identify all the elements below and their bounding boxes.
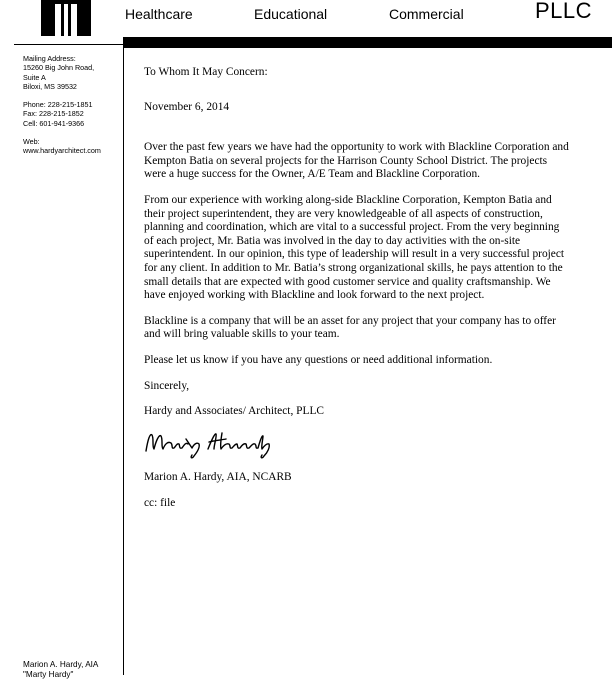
mailing-label: Mailing Address:: [23, 54, 76, 63]
sidebar-divider: [123, 37, 124, 675]
letter-date: November 6, 2014: [144, 100, 230, 113]
fax-number: Fax: 228-215-1852: [23, 109, 84, 119]
paragraph-3: Blackline is a company that will be an asset for any project that your company has to offer and will bring valuable skills to your team.: [144, 314, 556, 341]
header-thin-rule: [14, 44, 123, 45]
footer-cut-line: "Marty Hardy": [23, 670, 74, 679]
mailing-suite: Suite A: [23, 72, 46, 82]
company-name: Hardy and Associates/ Architect, PLLC: [144, 405, 324, 418]
cc-line: cc: file: [144, 497, 176, 510]
paragraph-1: Over the past few years we have had the opportunity to work with Blackline Corporation and Kempton Batia on several projects for the Harrison County School District. The projects were a huge success for the Owner, A/E Team and Blackline Corporation.: [144, 141, 569, 181]
handwritten-signature: [142, 425, 292, 461]
cell-number: Cell: 601-941-9366: [23, 118, 85, 128]
mailing-street: 15260 Big John Road,: [23, 63, 95, 73]
paragraph-4: Please let us know if you have any questions or need additional information.: [144, 353, 493, 366]
header-commercial: Commercial: [389, 6, 464, 22]
header-thick-rule: [123, 37, 612, 48]
header-healthcare: Healthcare: [125, 6, 193, 22]
phone-number: Phone: 228-215-1851: [23, 100, 93, 110]
header-pllc: PLLC: [534, 0, 592, 23]
mailing-city: Biloxi, MS 39532: [23, 81, 77, 91]
salutation: To Whom It May Concern:: [144, 66, 268, 78]
letterhead-sidebar: [23, 54, 123, 165]
footer-name: Marion A. Hardy, AIA: [23, 660, 99, 669]
signer-name: Marion A. Hardy, AIA, NCARB: [144, 470, 292, 483]
paragraph-2: From our experience with working along-side Blackline Corporation, Kempton Batia and their project superintendent, they are very knowledgeable of all aspects of construction, planning and coordination, which are vital to a successful project. From the very beginning of each project, Mr. Batia was involved in the day to day activities with the on-site superintendent. In our opinion, this type of leadership will result in a very successful project for any client. In addition to Mr. Batia’s strong organizational skills, he pays attention to the small details that are expected with good customer service and quality craftsmanship. We have enjoyed working with Blackline and look forward to the next project.: [144, 193, 565, 302]
contact-numbers: [23, 100, 123, 128]
web-label: Web:: [23, 137, 40, 147]
closing: Sincerely,: [144, 379, 190, 392]
letter-body: [144, 66, 569, 511]
web-contact: [23, 137, 123, 156]
web-url: www.hardyarchitect.com: [23, 146, 101, 156]
mailing-address: [23, 54, 123, 91]
firm-logo-mark: [41, 0, 91, 36]
signature-text: Marty Hardy: [142, 459, 148, 461]
header-educational: Educational: [254, 6, 328, 22]
